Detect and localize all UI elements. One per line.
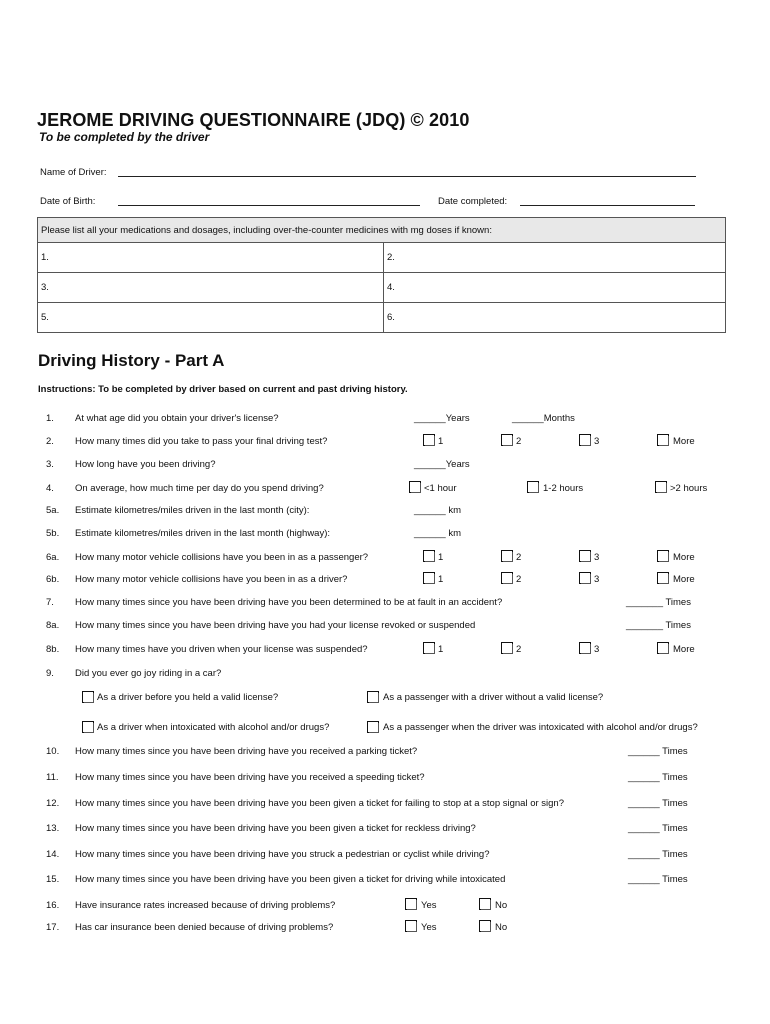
question-number: 7.: [46, 597, 54, 608]
question-text: How many times have you driven when your license was suspended?: [75, 644, 368, 655]
section-title: Driving History - Part A: [38, 351, 225, 370]
option-label: As a driver before you held a valid license?: [97, 692, 279, 703]
checkbox[interactable]: [501, 434, 513, 446]
checkbox[interactable]: [423, 550, 435, 562]
checkbox[interactable]: [657, 550, 669, 562]
question-text: Did you ever go joy riding in a car?: [75, 668, 222, 679]
date-completed-label: Date completed:: [438, 196, 508, 207]
medication-slot[interactable]: 5.: [38, 303, 384, 333]
option-label: >2 hours: [670, 483, 708, 494]
option-label: 2: [516, 574, 522, 585]
question-text: Has car insurance been denied because of driving problems?: [75, 922, 334, 933]
question-text: How many motor vehicle collisions have you been in as a driver?: [75, 574, 348, 585]
question-text: Estimate kilometres/miles driven in the last month (highway):: [75, 528, 331, 539]
question-number: 6a.: [46, 552, 60, 563]
option-label: 3: [594, 552, 600, 563]
checkbox[interactable]: [82, 721, 94, 733]
question-number: 8a.: [46, 620, 60, 631]
answer-times[interactable]: ______ Times: [628, 772, 688, 783]
option-label: Yes: [421, 922, 437, 933]
option-label: Yes: [421, 900, 437, 911]
answer-years[interactable]: ______Years: [414, 459, 470, 470]
question-number: 5b.: [46, 528, 60, 539]
option-label: 2: [516, 552, 522, 563]
question-number: 10.: [46, 746, 60, 757]
checkbox[interactable]: [579, 434, 591, 446]
page-subtitle: To be completed by the driver: [39, 130, 210, 144]
checkbox[interactable]: [423, 572, 435, 584]
option-label: 2: [516, 436, 522, 447]
checkbox[interactable]: [579, 550, 591, 562]
option-label: 1: [438, 644, 444, 655]
question-number: 17.: [46, 922, 60, 933]
option-label: 1: [438, 574, 444, 585]
option-label: More: [673, 436, 695, 447]
answer-months[interactable]: ______Months: [512, 413, 575, 424]
page-title: JEROME DRIVING QUESTIONNAIRE (JDQ) © 2010: [37, 110, 470, 130]
option-label: As a passenger when the driver was intoxicated with alcohol and/or drugs?: [383, 722, 698, 733]
answer-times[interactable]: ______ Times: [628, 746, 688, 757]
option-label: 2: [516, 644, 522, 655]
medication-slot[interactable]: 2.: [384, 243, 726, 273]
option-label: More: [673, 644, 695, 655]
checkbox[interactable]: [367, 691, 379, 703]
checkbox[interactable]: [423, 642, 435, 654]
question-number: 14.: [46, 849, 60, 860]
answer-times[interactable]: ______ Times: [628, 823, 688, 834]
dob-field[interactable]: [118, 194, 420, 206]
checkbox[interactable]: [501, 642, 513, 654]
question-text: How many times since you have been driving have you struck a pedestrian or cyclist while driving?: [75, 849, 490, 860]
answer-times[interactable]: _______ Times: [626, 620, 691, 631]
option-label: 3: [594, 574, 600, 585]
checkbox[interactable]: [501, 550, 513, 562]
question-text: How many times since you have been driving have you received a parking ticket?: [75, 746, 418, 757]
section-instructions: Instructions: To be completed by driver based on current and past driving history.: [38, 384, 408, 395]
question-number: 3.: [46, 459, 54, 470]
answer-km[interactable]: ______ km: [414, 505, 462, 516]
option-label: More: [673, 552, 695, 563]
question-text: How many times since you have been driving have you been given a ticket for reckless driving?: [75, 823, 476, 834]
question-text: Estimate kilometres/miles driven in the last month (city):: [75, 505, 310, 516]
answer-years[interactable]: ______Years: [414, 413, 470, 424]
medications-table: [37, 217, 726, 333]
option-label: More: [673, 574, 695, 585]
question-text: How long have you been driving?: [75, 459, 216, 470]
checkbox[interactable]: [479, 920, 491, 932]
question-number: 11.: [46, 772, 59, 783]
checkbox[interactable]: [409, 481, 421, 493]
checkbox[interactable]: [527, 481, 539, 493]
checkbox[interactable]: [579, 642, 591, 654]
option-label: 1-2 hours: [543, 483, 584, 494]
checkbox[interactable]: [501, 572, 513, 584]
checkbox[interactable]: [579, 572, 591, 584]
option-label: 3: [594, 644, 600, 655]
option-label: <1 hour: [424, 483, 457, 494]
question-number: 8b.: [46, 644, 60, 655]
date-completed-field[interactable]: [520, 194, 695, 206]
answer-km[interactable]: ______ km: [414, 528, 462, 539]
question-number: 13.: [46, 823, 60, 834]
answer-times[interactable]: ______ Times: [628, 849, 688, 860]
question-text: How many times since you have been driving have you received a speeding ticket?: [75, 772, 425, 783]
medication-slot[interactable]: 1.: [38, 243, 384, 273]
answer-times[interactable]: ______ Times: [628, 874, 688, 885]
medication-slot[interactable]: 3.: [38, 273, 384, 303]
medications-header: Please list all your medications and dosages, including over-the-counter medicines with mg doses if known:: [38, 218, 726, 243]
question-number: 12.: [46, 798, 60, 809]
question-text: How many times since you have been driving have you been given a ticket for failing to stop at a stop signal or sign?: [75, 798, 564, 809]
checkbox[interactable]: [657, 434, 669, 446]
dob-label: Date of Birth:: [40, 196, 96, 207]
checkbox[interactable]: [655, 481, 667, 493]
answer-times[interactable]: _______ Times: [626, 597, 691, 608]
checkbox[interactable]: [657, 572, 669, 584]
option-label: 3: [594, 436, 600, 447]
question-text: At what age did you obtain your driver's license?: [75, 413, 279, 424]
option-label: As a driver when intoxicated with alcohol and/or drugs?: [97, 722, 330, 733]
question-text: How many times did you take to pass your final driving test?: [75, 436, 328, 447]
checkbox[interactable]: [423, 434, 435, 446]
checkbox[interactable]: [657, 642, 669, 654]
question-number: 6b.: [46, 574, 60, 585]
question-number: 5a.: [46, 505, 60, 516]
question-text: How many times since you have been driving have you been determined to be at fault in an accident?: [75, 597, 503, 608]
name-field[interactable]: [118, 165, 696, 177]
question-number: 1.: [46, 413, 54, 424]
checkbox[interactable]: [405, 898, 417, 910]
option-label: 1: [438, 436, 444, 447]
question-number: 2.: [46, 436, 54, 447]
question-text: Have insurance rates increased because of driving problems?: [75, 900, 336, 911]
medication-slot[interactable]: 6.: [384, 303, 726, 333]
question-number: 15.: [46, 874, 60, 885]
option-label: As a passenger with a driver without a valid license?: [383, 692, 604, 703]
answer-times[interactable]: ______ Times: [628, 798, 688, 809]
checkbox[interactable]: [405, 920, 417, 932]
checkbox[interactable]: [367, 721, 379, 733]
question-text: How many motor vehicle collisions have you been in as a passenger?: [75, 552, 369, 563]
option-label: No: [495, 922, 508, 933]
question-text: On average, how much time per day do you spend driving?: [75, 483, 324, 494]
medication-slot[interactable]: 4.: [384, 273, 726, 303]
option-label: No: [495, 900, 508, 911]
checkbox[interactable]: [479, 898, 491, 910]
question-text: How many times since you have been driving have you had your license revoked or suspended: [75, 620, 476, 631]
option-label: 1: [438, 552, 444, 563]
name-label: Name of Driver:: [40, 167, 107, 178]
question-number: 16.: [46, 900, 60, 911]
question-number: 4.: [46, 483, 54, 494]
checkbox[interactable]: [82, 691, 94, 703]
question-number: 9.: [46, 668, 54, 679]
question-text: How many times since you have been driving have you been given a ticket for driving while intoxicated: [75, 874, 506, 885]
